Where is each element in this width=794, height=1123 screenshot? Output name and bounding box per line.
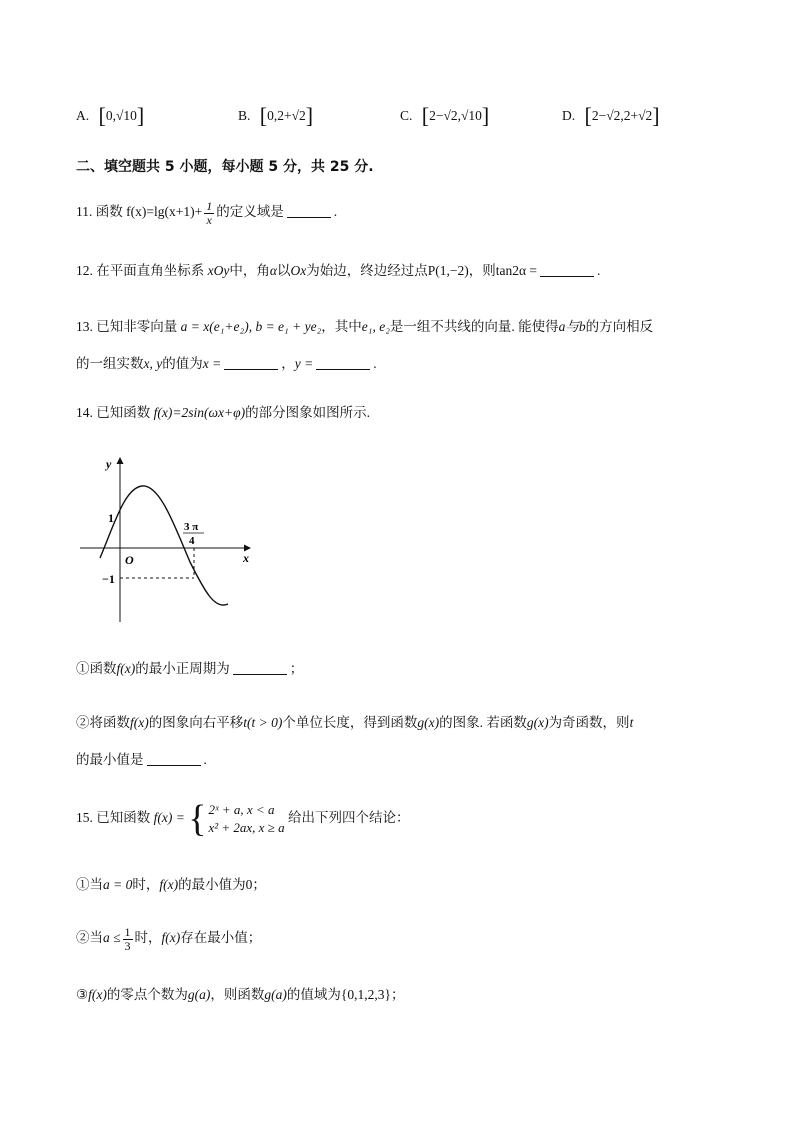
right-bracket: ]	[481, 103, 490, 128]
answer-blank[interactable]	[233, 674, 287, 675]
option-d: D. [2−√2,2+√2]	[562, 103, 660, 128]
answer-blank[interactable]	[147, 765, 201, 766]
option-a: A. [0,√10]	[76, 103, 145, 128]
fraction: $\frac{1}{x}$	[206, 199, 213, 227]
tick-label-x-denominator: 4	[189, 535, 195, 547]
answer-blank-x[interactable]	[224, 369, 278, 370]
option-b: B. [0,2+√2]	[238, 103, 314, 128]
fraction: $\frac{1}{3}$	[124, 925, 131, 953]
answer-blank[interactable]	[540, 276, 594, 277]
tick-label-1: 1	[108, 511, 114, 525]
question-15-statement-3: ③f(x)的零点个数为g(a)，则函数g(a)的值域为{0,1,2,3}；	[76, 987, 405, 1002]
right-bracket: ]	[652, 103, 660, 128]
question-15-statement-1: ①当a = 0时，f(x)的最小值为0；	[76, 877, 266, 892]
tick-label-neg1: −1	[102, 572, 115, 586]
tick-label-x-numerator: 3 π	[184, 521, 199, 533]
option-b-value: 0,2+√2	[267, 108, 306, 123]
answer-blank[interactable]	[287, 217, 331, 218]
left-bracket: [	[259, 103, 268, 128]
option-d-value: 2−√2,2+√2	[591, 108, 653, 123]
right-bracket: ]	[305, 103, 314, 128]
question-14-part-1: ①函数f(x)的最小正周期为 ；	[76, 661, 304, 676]
left-bracket: [	[584, 103, 592, 128]
question-11: 11. 函数 f(x)=lg(x+1)+ $\frac{1}{x}$ 的定义域是 .	[76, 199, 338, 227]
question-15-statement-2: ②当a ≤ $\frac{1}{3}$ 时，f(x)存在最小值；	[76, 925, 262, 953]
question-12: 12. 在平面直角坐标系 xOy中，角α以Ox为始边，终边经过点P(1,−2)，则tan2α = .	[76, 263, 601, 278]
sine-curve	[100, 486, 228, 605]
left-bracket: [	[98, 103, 106, 128]
left-bracket: [	[421, 103, 430, 128]
answer-blank-y[interactable]	[316, 369, 370, 370]
option-c: C. [2−√2,√10]	[400, 103, 490, 128]
question-14-part-2-line-1: ②将函数f(x)的图象向右平移t(t > 0)个单位长度，得到函数g(x)的图象. 若函数g(x)为奇函数，则t	[76, 715, 634, 730]
function-graph	[80, 452, 260, 630]
option-a-value: 0,√10	[105, 108, 137, 123]
piecewise-definition: { 2ˣ + a, x < a x² + 2ax, x ≥ a	[188, 798, 285, 840]
question-14-part-2-line-2: 的最小值是 .	[76, 752, 207, 767]
origin-label: O	[125, 553, 134, 567]
section-heading: 二、填空题共 5 小题，每小题 5 分，共 25 分.	[76, 159, 374, 175]
y-axis-label: y	[106, 457, 112, 471]
right-bracket: ]	[136, 103, 145, 128]
option-c-value: 2−√2,√10	[429, 108, 482, 123]
question-15: 15. 已知函数 f(x) = { 2ˣ + a, x < a x² + 2ax, x ≥ a 给出下列四个结论：	[76, 798, 410, 840]
question-13-line-1: 13. 已知非零向量 a = x(e₁+e₂), b = e₁ + ye₂，其中e₁, e₂是一组不共线的向量. 能使得a与b的方向相反	[76, 319, 654, 334]
x-axis-label: x	[243, 551, 249, 565]
question-14: 14. 已知函数 f(x)=2sin(ωx+φ)的部分图象如图所示.	[76, 405, 370, 420]
left-brace: {	[188, 798, 207, 840]
question-13-line-2: 的一组实数x, y的值为x = ，y = .	[76, 356, 377, 371]
